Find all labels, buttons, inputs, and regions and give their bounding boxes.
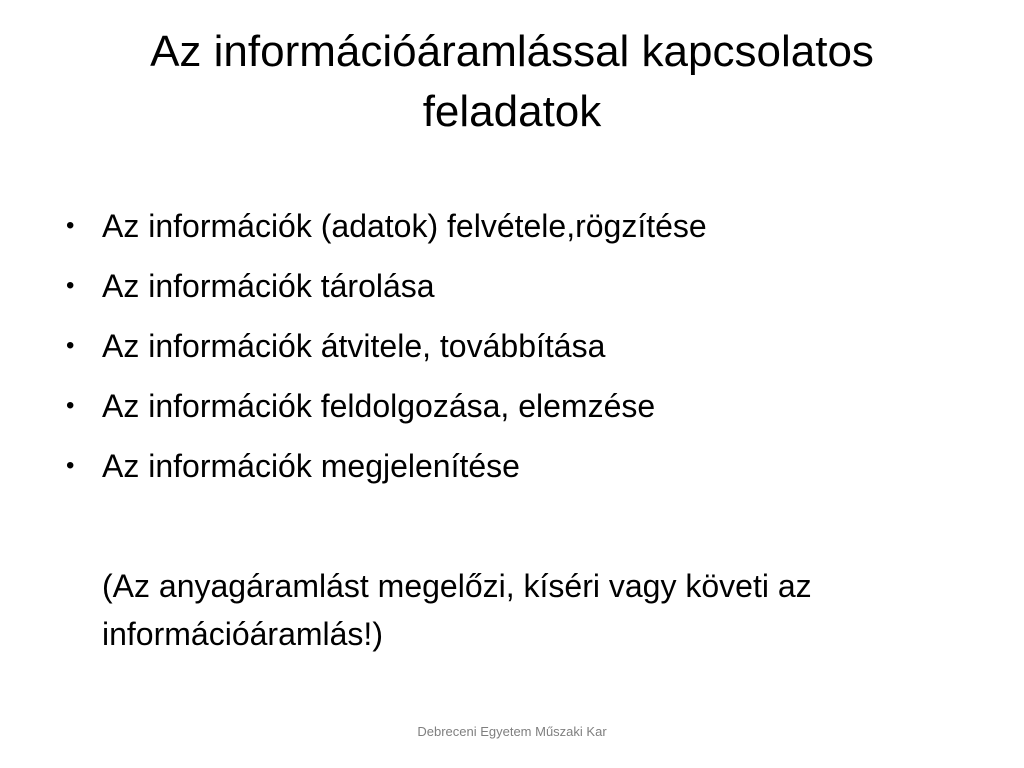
bullet-text: Az információk (adatok) felvétele,rögzítése <box>102 208 707 244</box>
bullet-item <box>60 196 964 256</box>
bullet-item <box>60 436 964 496</box>
bullet-list <box>60 196 964 496</box>
bullet-item <box>60 376 964 436</box>
bullet-item <box>60 316 964 376</box>
bullet-text: Az információk megjelenítése <box>102 448 520 484</box>
bullet-icon: • <box>66 392 75 419</box>
bullet-text: Az információk feldolgozása, elemzése <box>102 388 656 424</box>
bullet-icon: • <box>66 212 75 239</box>
note-text: (Az anyagáramlást megelőzi, kíséri vagy követi az információáramlás!) <box>102 568 812 652</box>
bullet-item <box>60 256 964 316</box>
bullet-icon: • <box>66 452 75 479</box>
slide-footer: Debreceni Egyetem Műszaki Kar <box>417 724 607 739</box>
bullet-icon: • <box>66 272 75 299</box>
bullet-text: Az információk átvitele, továbbítása <box>102 328 606 364</box>
bullet-icon: • <box>66 332 75 359</box>
bullet-text: Az információk tárolása <box>102 268 435 304</box>
slide-title: Az információáramlással kapcsolatos feladatok <box>150 27 874 136</box>
